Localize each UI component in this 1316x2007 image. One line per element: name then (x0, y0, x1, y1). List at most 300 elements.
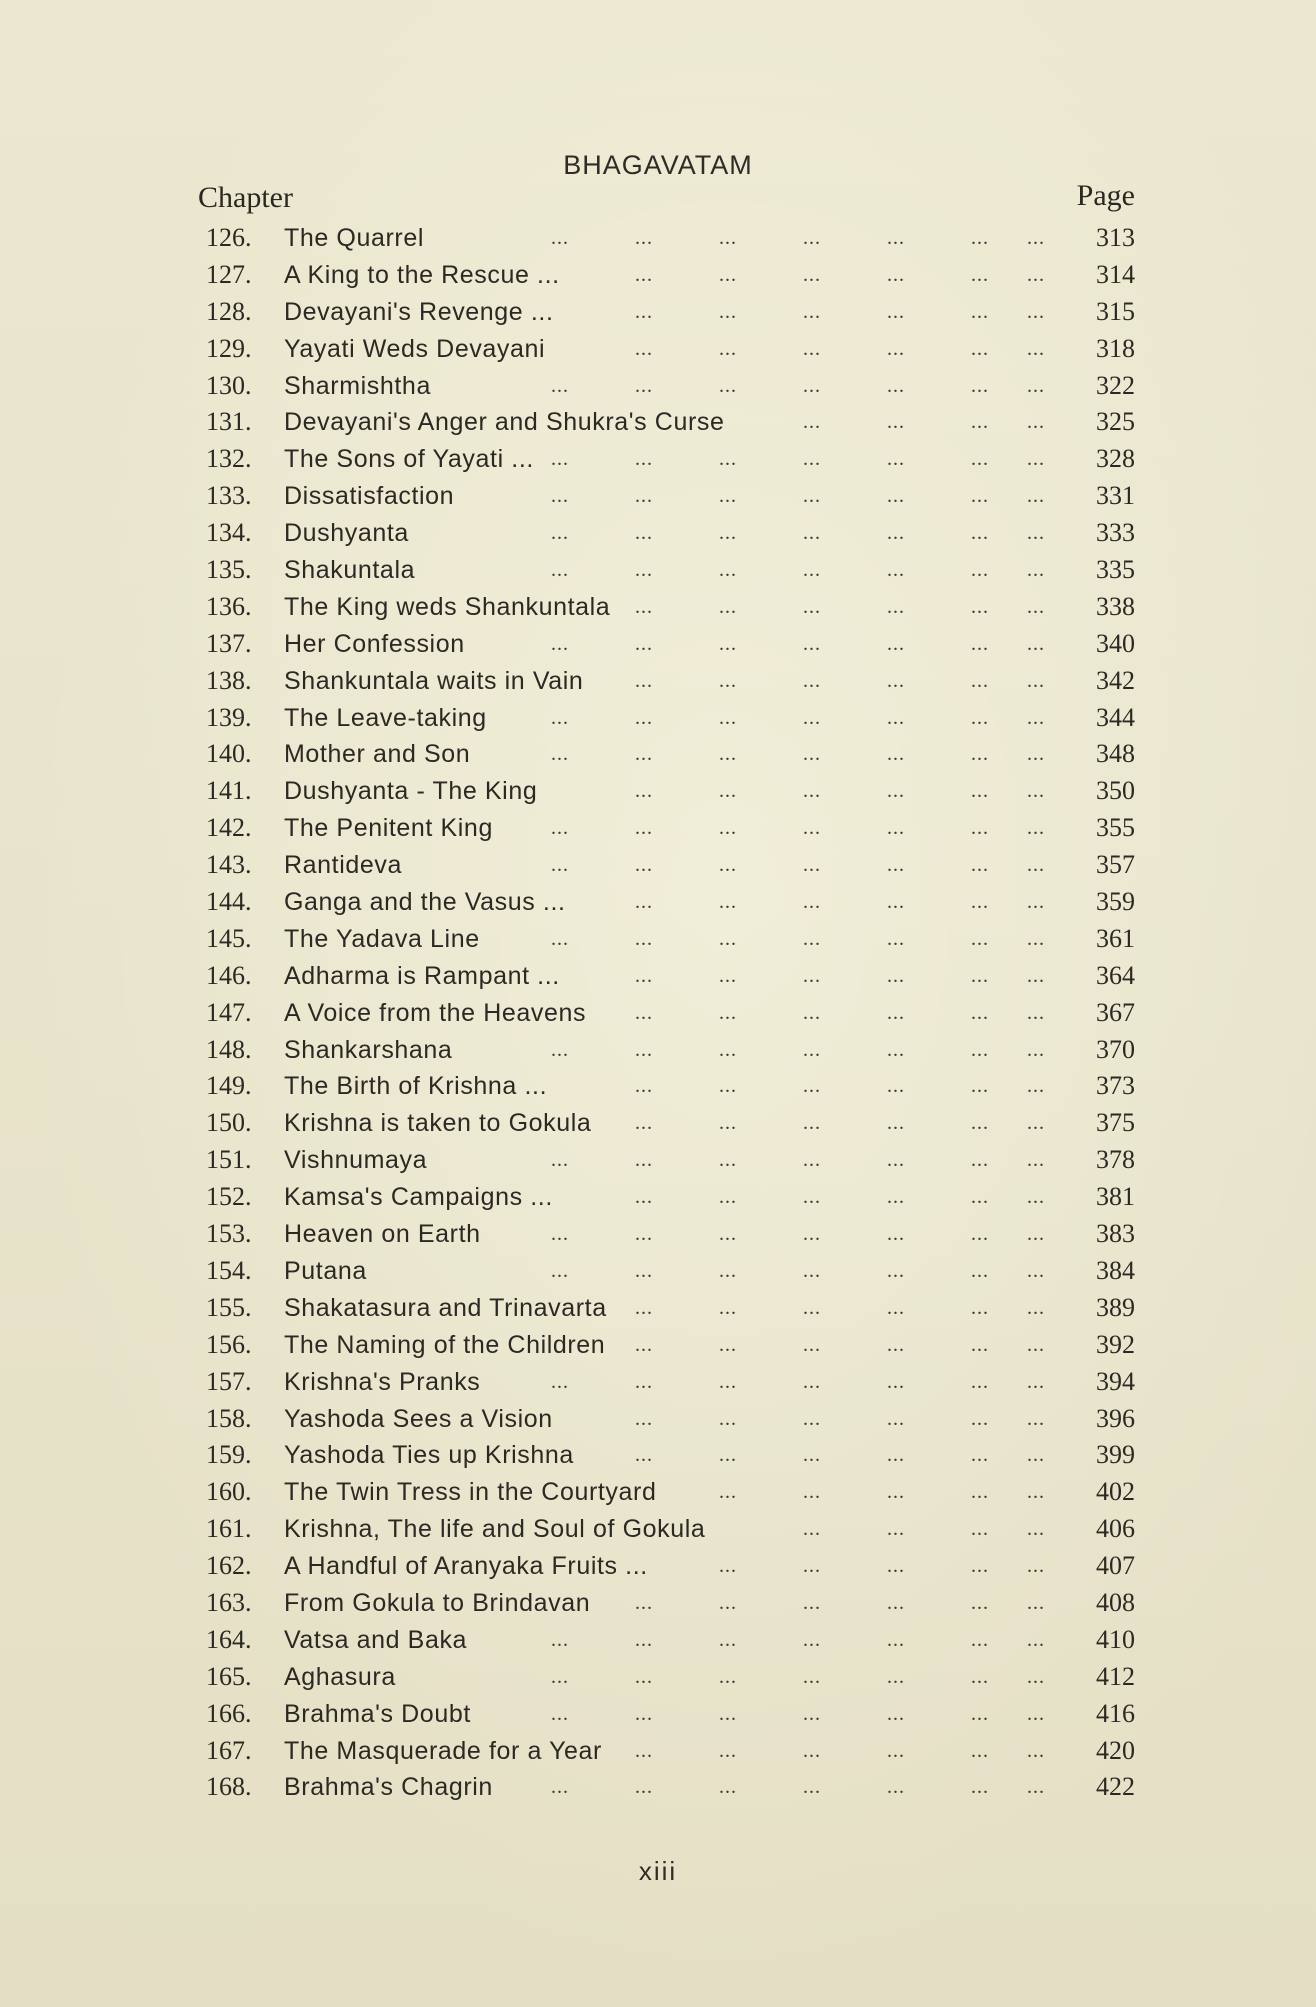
leader-dots: ... (1027, 1038, 1045, 1061)
chapter-number: 136. (206, 591, 252, 621)
leader-dots: ... (971, 1370, 989, 1393)
leader-dots: ... (1027, 1333, 1045, 1356)
chapter-number: 132. (206, 444, 252, 474)
leader-dots: ... (1027, 1186, 1045, 1209)
chapter-number: 130. (206, 370, 252, 400)
leader-dots: ... (887, 1628, 905, 1651)
leader-dots: ... (1027, 780, 1045, 803)
chapter-title: The Yadava Line (284, 924, 480, 953)
chapter-title: Her Confession (284, 629, 465, 658)
leader-dots: ... (1027, 706, 1045, 729)
leader-dots: ... (887, 448, 905, 471)
leader-dots: ... (635, 1149, 653, 1172)
leader-dots: ... (1027, 1259, 1045, 1282)
toc-entry (0, 995, 1316, 1032)
chapter-title: Yashoda Sees a Vision (284, 1404, 553, 1433)
chapter-number: 146. (206, 960, 252, 990)
leader-dots: ... (719, 1223, 737, 1246)
leader-dots: ... (971, 1591, 989, 1614)
leader-dots: ... (1027, 1112, 1045, 1135)
chapter-page-number: 333 (1096, 518, 1135, 548)
toc-entry (0, 1105, 1316, 1142)
leader-dots: ... (635, 595, 653, 618)
chapter-page-number: 315 (1096, 296, 1135, 326)
leader-dots: ... (1027, 1444, 1045, 1467)
table-of-contents-list (0, 220, 1316, 1806)
leader-dots: ... (1027, 1555, 1045, 1578)
chapter-title: The Naming of the Children (284, 1330, 606, 1359)
leader-dots: ... (719, 669, 737, 692)
leader-dots: ... (719, 1555, 737, 1578)
leader-dots: ... (887, 1665, 905, 1688)
chapter-title: Mother and Son (284, 740, 471, 769)
chapter-number: 127. (206, 259, 252, 289)
chapter-page-number: 389 (1096, 1292, 1135, 1322)
leader-dots: ... (635, 1591, 653, 1614)
leader-dots: ... (719, 1296, 737, 1319)
leader-dots: ... (803, 1776, 821, 1799)
leader-dots: ... (635, 374, 653, 397)
chapter-number: 162. (206, 1551, 252, 1581)
leader-dots: ... (635, 1665, 653, 1688)
toc-entry (0, 626, 1316, 663)
leader-dots: ... (1027, 337, 1045, 360)
leader-dots: ... (551, 854, 569, 877)
leader-dots: ... (719, 1075, 737, 1098)
leader-dots: ... (803, 1112, 821, 1135)
chapter-page-number: 340 (1096, 628, 1135, 658)
chapter-title: The King weds Shankuntala (284, 592, 611, 621)
chapter-page-number: 348 (1096, 739, 1135, 769)
leader-dots: ... (551, 1370, 569, 1393)
chapter-page-number: 355 (1096, 813, 1135, 843)
leader-dots: ... (1027, 964, 1045, 987)
chapter-title: Shakuntala (284, 556, 416, 585)
leader-dots: ... (635, 1333, 653, 1356)
leader-dots: ... (803, 1407, 821, 1430)
leader-dots: ... (803, 485, 821, 508)
chapter-page-number: 335 (1096, 555, 1135, 585)
leader-dots: ... (635, 1702, 653, 1725)
leader-dots: ... (635, 1739, 653, 1762)
leader-dots: ... (971, 1001, 989, 1024)
leader-dots: ... (887, 1370, 905, 1393)
chapter-number: 159. (206, 1440, 252, 1470)
chapter-page-number: 416 (1096, 1698, 1135, 1728)
chapter-title: Putana (284, 1256, 367, 1285)
chapter-page-number: 375 (1096, 1108, 1135, 1138)
leader-dots: ... (803, 891, 821, 914)
leader-dots: ... (887, 1591, 905, 1614)
chapter-column-heading: Chapter (198, 181, 293, 214)
leader-dots: ... (803, 817, 821, 840)
running-header-title: BHAGAVATAM (563, 150, 753, 180)
chapter-page-number: 384 (1096, 1255, 1135, 1285)
leader-dots: ... (1027, 1370, 1045, 1393)
leader-dots: ... (1027, 1075, 1045, 1098)
leader-dots: ... (1027, 1776, 1045, 1799)
leader-dots: ... (635, 559, 653, 582)
chapter-title: Adharma is Rampant ... (284, 961, 560, 990)
chapter-page-number: 367 (1096, 997, 1135, 1027)
leader-dots: ... (635, 485, 653, 508)
leader-dots: ... (803, 448, 821, 471)
leader-dots: ... (887, 1112, 905, 1135)
chapter-number: 141. (206, 776, 252, 806)
leader-dots: ... (803, 595, 821, 618)
chapter-title: Dissatisfaction (284, 482, 455, 511)
chapter-title: Dushyanta - The King (284, 777, 538, 806)
leader-dots: ... (635, 1444, 653, 1467)
chapter-title: A Voice from the Heavens (284, 998, 587, 1027)
toc-entry (0, 1696, 1316, 1733)
leader-dots: ... (719, 927, 737, 950)
chapter-title: Devayani's Revenge ... (284, 297, 554, 326)
leader-dots: ... (719, 964, 737, 987)
chapter-title: From Gokula to Brindavan (284, 1588, 591, 1617)
leader-dots: ... (803, 337, 821, 360)
toc-entry (0, 663, 1316, 700)
leader-dots: ... (887, 1407, 905, 1430)
leader-dots: ... (803, 964, 821, 987)
leader-dots: ... (1027, 854, 1045, 877)
chapter-number: 152. (206, 1182, 252, 1212)
leader-dots: ... (635, 1296, 653, 1319)
page-column-heading: Page (1076, 179, 1135, 212)
leader-dots: ... (635, 1223, 653, 1246)
chapter-page-number: 318 (1096, 333, 1135, 363)
leader-dots: ... (551, 448, 569, 471)
chapter-title: Kamsa's Campaigns ... (284, 1183, 553, 1212)
chapter-page-number: 313 (1096, 223, 1135, 252)
chapter-title: Brahma's Doubt (284, 1699, 471, 1728)
leader-dots: ... (887, 374, 905, 397)
chapter-page-number: 325 (1096, 407, 1135, 437)
toc-entry (0, 1142, 1316, 1179)
toc-entry (0, 1659, 1316, 1696)
leader-dots: ... (635, 1186, 653, 1209)
chapter-number: 158. (206, 1403, 252, 1433)
chapter-title: Krishna, The life and Soul of Gokula (284, 1515, 706, 1544)
leader-dots: ... (719, 595, 737, 618)
leader-dots: ... (803, 559, 821, 582)
leader-dots: ... (1027, 817, 1045, 840)
chapter-number: 138. (206, 665, 252, 695)
toc-entry (0, 810, 1316, 847)
leader-dots: ... (887, 1149, 905, 1172)
leader-dots: ... (803, 522, 821, 545)
chapter-number: 126. (206, 223, 252, 252)
chapter-number: 155. (206, 1292, 252, 1322)
chapter-title: Heaven on Earth (284, 1220, 481, 1249)
chapter-number: 160. (206, 1477, 252, 1507)
toc-entry (0, 1769, 1316, 1806)
leader-dots: ... (551, 1149, 569, 1172)
leader-dots: ... (803, 227, 821, 249)
leader-dots: ... (635, 263, 653, 286)
leader-dots: ... (635, 1075, 653, 1098)
leader-dots: ... (551, 1665, 569, 1688)
leader-dots: ... (719, 227, 737, 249)
leader-dots: ... (635, 448, 653, 471)
leader-dots: ... (803, 1739, 821, 1762)
leader-dots: ... (803, 927, 821, 950)
leader-dots: ... (803, 743, 821, 766)
chapter-number: 166. (206, 1698, 252, 1728)
leader-dots: ... (551, 1038, 569, 1061)
leader-dots: ... (887, 891, 905, 914)
leader-dots: ... (635, 706, 653, 729)
leader-dots: ... (971, 891, 989, 914)
leader-dots: ... (719, 1038, 737, 1061)
leader-dots: ... (719, 1186, 737, 1209)
leader-dots: ... (971, 743, 989, 766)
leader-dots: ... (803, 1555, 821, 1578)
chapter-title: Krishna is taken to Gokula (284, 1109, 592, 1138)
leader-dots: ... (635, 1001, 653, 1024)
toc-entry (0, 1585, 1316, 1622)
leader-dots: ... (635, 1407, 653, 1430)
leader-dots: ... (887, 411, 905, 434)
leader-dots: ... (635, 337, 653, 360)
leader-dots: ... (719, 300, 737, 323)
toc-entry (0, 773, 1316, 810)
leader-dots: ... (635, 1370, 653, 1393)
leader-dots: ... (803, 1149, 821, 1172)
chapter-number: 163. (206, 1587, 252, 1617)
leader-dots: ... (887, 1038, 905, 1061)
leader-dots: ... (719, 780, 737, 803)
leader-dots: ... (887, 927, 905, 950)
leader-dots: ... (803, 300, 821, 323)
chapter-number: 165. (206, 1661, 252, 1691)
folio-page-number: xiii (638, 1856, 678, 1886)
toc-entry (0, 1179, 1316, 1216)
leader-dots: ... (971, 411, 989, 434)
leader-dots: ... (887, 559, 905, 582)
leader-dots: ... (1027, 522, 1045, 545)
chapter-number: 137. (206, 628, 252, 658)
toc-entry (0, 1216, 1316, 1253)
leader-dots: ... (887, 1444, 905, 1467)
chapter-page-number: 392 (1096, 1329, 1135, 1359)
leader-dots: ... (719, 1702, 737, 1725)
chapter-number: 156. (206, 1329, 252, 1359)
chapter-page-number: 344 (1096, 702, 1135, 732)
leader-dots: ... (887, 1555, 905, 1578)
chapter-page-number: 412 (1096, 1661, 1135, 1691)
leader-dots: ... (971, 1149, 989, 1172)
toc-entry (0, 1068, 1316, 1105)
chapter-page-number: 331 (1096, 481, 1135, 511)
chapter-page-number: 338 (1096, 591, 1135, 621)
leader-dots: ... (1027, 1149, 1045, 1172)
leader-dots: ... (635, 522, 653, 545)
chapter-title: Yashoda Ties up Krishna (284, 1441, 574, 1470)
leader-dots: ... (1027, 300, 1045, 323)
leader-dots: ... (887, 780, 905, 803)
chapter-page-number: 359 (1096, 887, 1135, 917)
leader-dots: ... (1027, 632, 1045, 655)
leader-dots: ... (635, 227, 653, 249)
chapter-page-number: 350 (1096, 776, 1135, 806)
chapter-title: Rantideva (284, 851, 402, 880)
leader-dots: ... (971, 854, 989, 877)
chapter-title: Shakatasura and Trinavarta (284, 1293, 607, 1322)
leader-dots: ... (1027, 1591, 1045, 1614)
leader-dots: ... (719, 1591, 737, 1614)
leader-dots: ... (635, 854, 653, 877)
leader-dots: ... (635, 891, 653, 914)
toc-entry (0, 921, 1316, 958)
leader-dots: ... (887, 964, 905, 987)
leader-dots: ... (971, 263, 989, 286)
leader-dots: ... (971, 1628, 989, 1651)
leader-dots: ... (971, 817, 989, 840)
leader-dots: ... (887, 669, 905, 692)
chapter-page-number: 399 (1096, 1440, 1135, 1470)
leader-dots: ... (971, 1296, 989, 1319)
chapter-number: 148. (206, 1034, 252, 1064)
chapter-page-number: 314 (1096, 259, 1135, 289)
chapter-title: Sharmishtha (284, 371, 431, 400)
chapter-number: 147. (206, 997, 252, 1027)
leader-dots: ... (971, 1739, 989, 1762)
leader-dots: ... (719, 1259, 737, 1282)
leader-dots: ... (1027, 1739, 1045, 1762)
leader-dots: ... (719, 1112, 737, 1135)
chapter-page-number: 373 (1096, 1071, 1135, 1101)
leader-dots: ... (887, 1481, 905, 1504)
chapter-page-number: 406 (1096, 1514, 1135, 1544)
leader-dots: ... (971, 927, 989, 950)
leader-dots: ... (635, 632, 653, 655)
leader-dots: ... (1027, 1296, 1045, 1319)
leader-dots: ... (803, 1001, 821, 1024)
leader-dots: ... (887, 1259, 905, 1282)
toc-entry (0, 552, 1316, 589)
leader-dots: ... (1027, 411, 1045, 434)
leader-dots: ... (551, 927, 569, 950)
chapter-title: The Twin Tress in the Courtyard (284, 1478, 657, 1507)
chapter-number: 139. (206, 702, 252, 732)
chapter-title: Shankarshana (284, 1035, 453, 1064)
leader-dots: ... (635, 1259, 653, 1282)
chapter-number: 150. (206, 1108, 252, 1138)
leader-dots: ... (971, 448, 989, 471)
leader-dots: ... (719, 1444, 737, 1467)
leader-dots: ... (971, 595, 989, 618)
leader-dots: ... (971, 374, 989, 397)
leader-dots: ... (971, 1259, 989, 1282)
leader-dots: ... (803, 263, 821, 286)
leader-dots: ... (635, 927, 653, 950)
leader-dots: ... (1027, 559, 1045, 582)
leader-dots: ... (887, 1223, 905, 1246)
leader-dots: ... (887, 1186, 905, 1209)
leader-dots: ... (1027, 891, 1045, 914)
chapter-title: Aghasura (284, 1662, 396, 1691)
leader-dots: ... (971, 1481, 989, 1504)
leader-dots: ... (551, 743, 569, 766)
leader-dots: ... (1027, 1628, 1045, 1651)
leader-dots: ... (719, 1001, 737, 1024)
leader-dots: ... (551, 1223, 569, 1246)
leader-dots: ... (887, 227, 905, 249)
toc-entry (0, 368, 1316, 405)
leader-dots: ... (719, 817, 737, 840)
leader-dots: ... (635, 1112, 653, 1135)
chapter-page-number: 364 (1096, 960, 1135, 990)
leader-dots: ... (971, 1518, 989, 1541)
leader-dots: ... (887, 263, 905, 286)
chapter-page-number: 361 (1096, 923, 1135, 953)
leader-dots: ... (719, 374, 737, 397)
leader-dots: ... (803, 1333, 821, 1356)
leader-dots: ... (635, 300, 653, 323)
chapter-number: 135. (206, 555, 252, 585)
chapter-page-number: 328 (1096, 444, 1135, 474)
chapter-title: A King to the Rescue ... (284, 260, 560, 289)
leader-dots: ... (719, 559, 737, 582)
chapter-number: 157. (206, 1366, 252, 1396)
leader-dots: ... (971, 1186, 989, 1209)
leader-dots: ... (551, 522, 569, 545)
leader-dots: ... (971, 1555, 989, 1578)
chapter-number: 153. (206, 1219, 252, 1249)
leader-dots: ... (719, 337, 737, 360)
leader-dots: ... (635, 1776, 653, 1799)
leader-dots: ... (887, 485, 905, 508)
leader-dots: ... (803, 1444, 821, 1467)
toc-entry (0, 515, 1316, 552)
toc-entry (0, 1290, 1316, 1327)
leader-dots: ... (971, 632, 989, 655)
leader-dots: ... (551, 485, 569, 508)
chapter-title: The Quarrel (284, 224, 424, 252)
leader-dots: ... (719, 1628, 737, 1651)
leader-dots: ... (803, 1370, 821, 1393)
toc-entry (0, 257, 1316, 294)
leader-dots: ... (887, 300, 905, 323)
chapter-title: Brahma's Chagrin (284, 1773, 493, 1802)
leader-dots: ... (719, 1665, 737, 1688)
toc-entry (0, 1733, 1316, 1770)
leader-dots: ... (971, 1407, 989, 1430)
leader-dots: ... (1027, 1407, 1045, 1430)
toc-entry (0, 1511, 1316, 1548)
chapter-page-number: 402 (1096, 1477, 1135, 1507)
chapter-number: 161. (206, 1514, 252, 1544)
leader-dots: ... (719, 1776, 737, 1799)
leader-dots: ... (1027, 1665, 1045, 1688)
leader-dots: ... (719, 1149, 737, 1172)
chapter-number: 145. (206, 923, 252, 953)
toc-entry (0, 441, 1316, 478)
leader-dots: ... (803, 1186, 821, 1209)
toc-entry (0, 1253, 1316, 1290)
leader-dots: ... (887, 1776, 905, 1799)
leader-dots: ... (803, 374, 821, 397)
chapter-page-number: 396 (1096, 1403, 1135, 1433)
leader-dots: ... (1027, 743, 1045, 766)
leader-dots: ... (1027, 1702, 1045, 1725)
leader-dots: ... (803, 1591, 821, 1614)
chapter-number: 140. (206, 739, 252, 769)
leader-dots: ... (971, 337, 989, 360)
leader-dots: ... (971, 669, 989, 692)
leader-dots: ... (551, 632, 569, 655)
